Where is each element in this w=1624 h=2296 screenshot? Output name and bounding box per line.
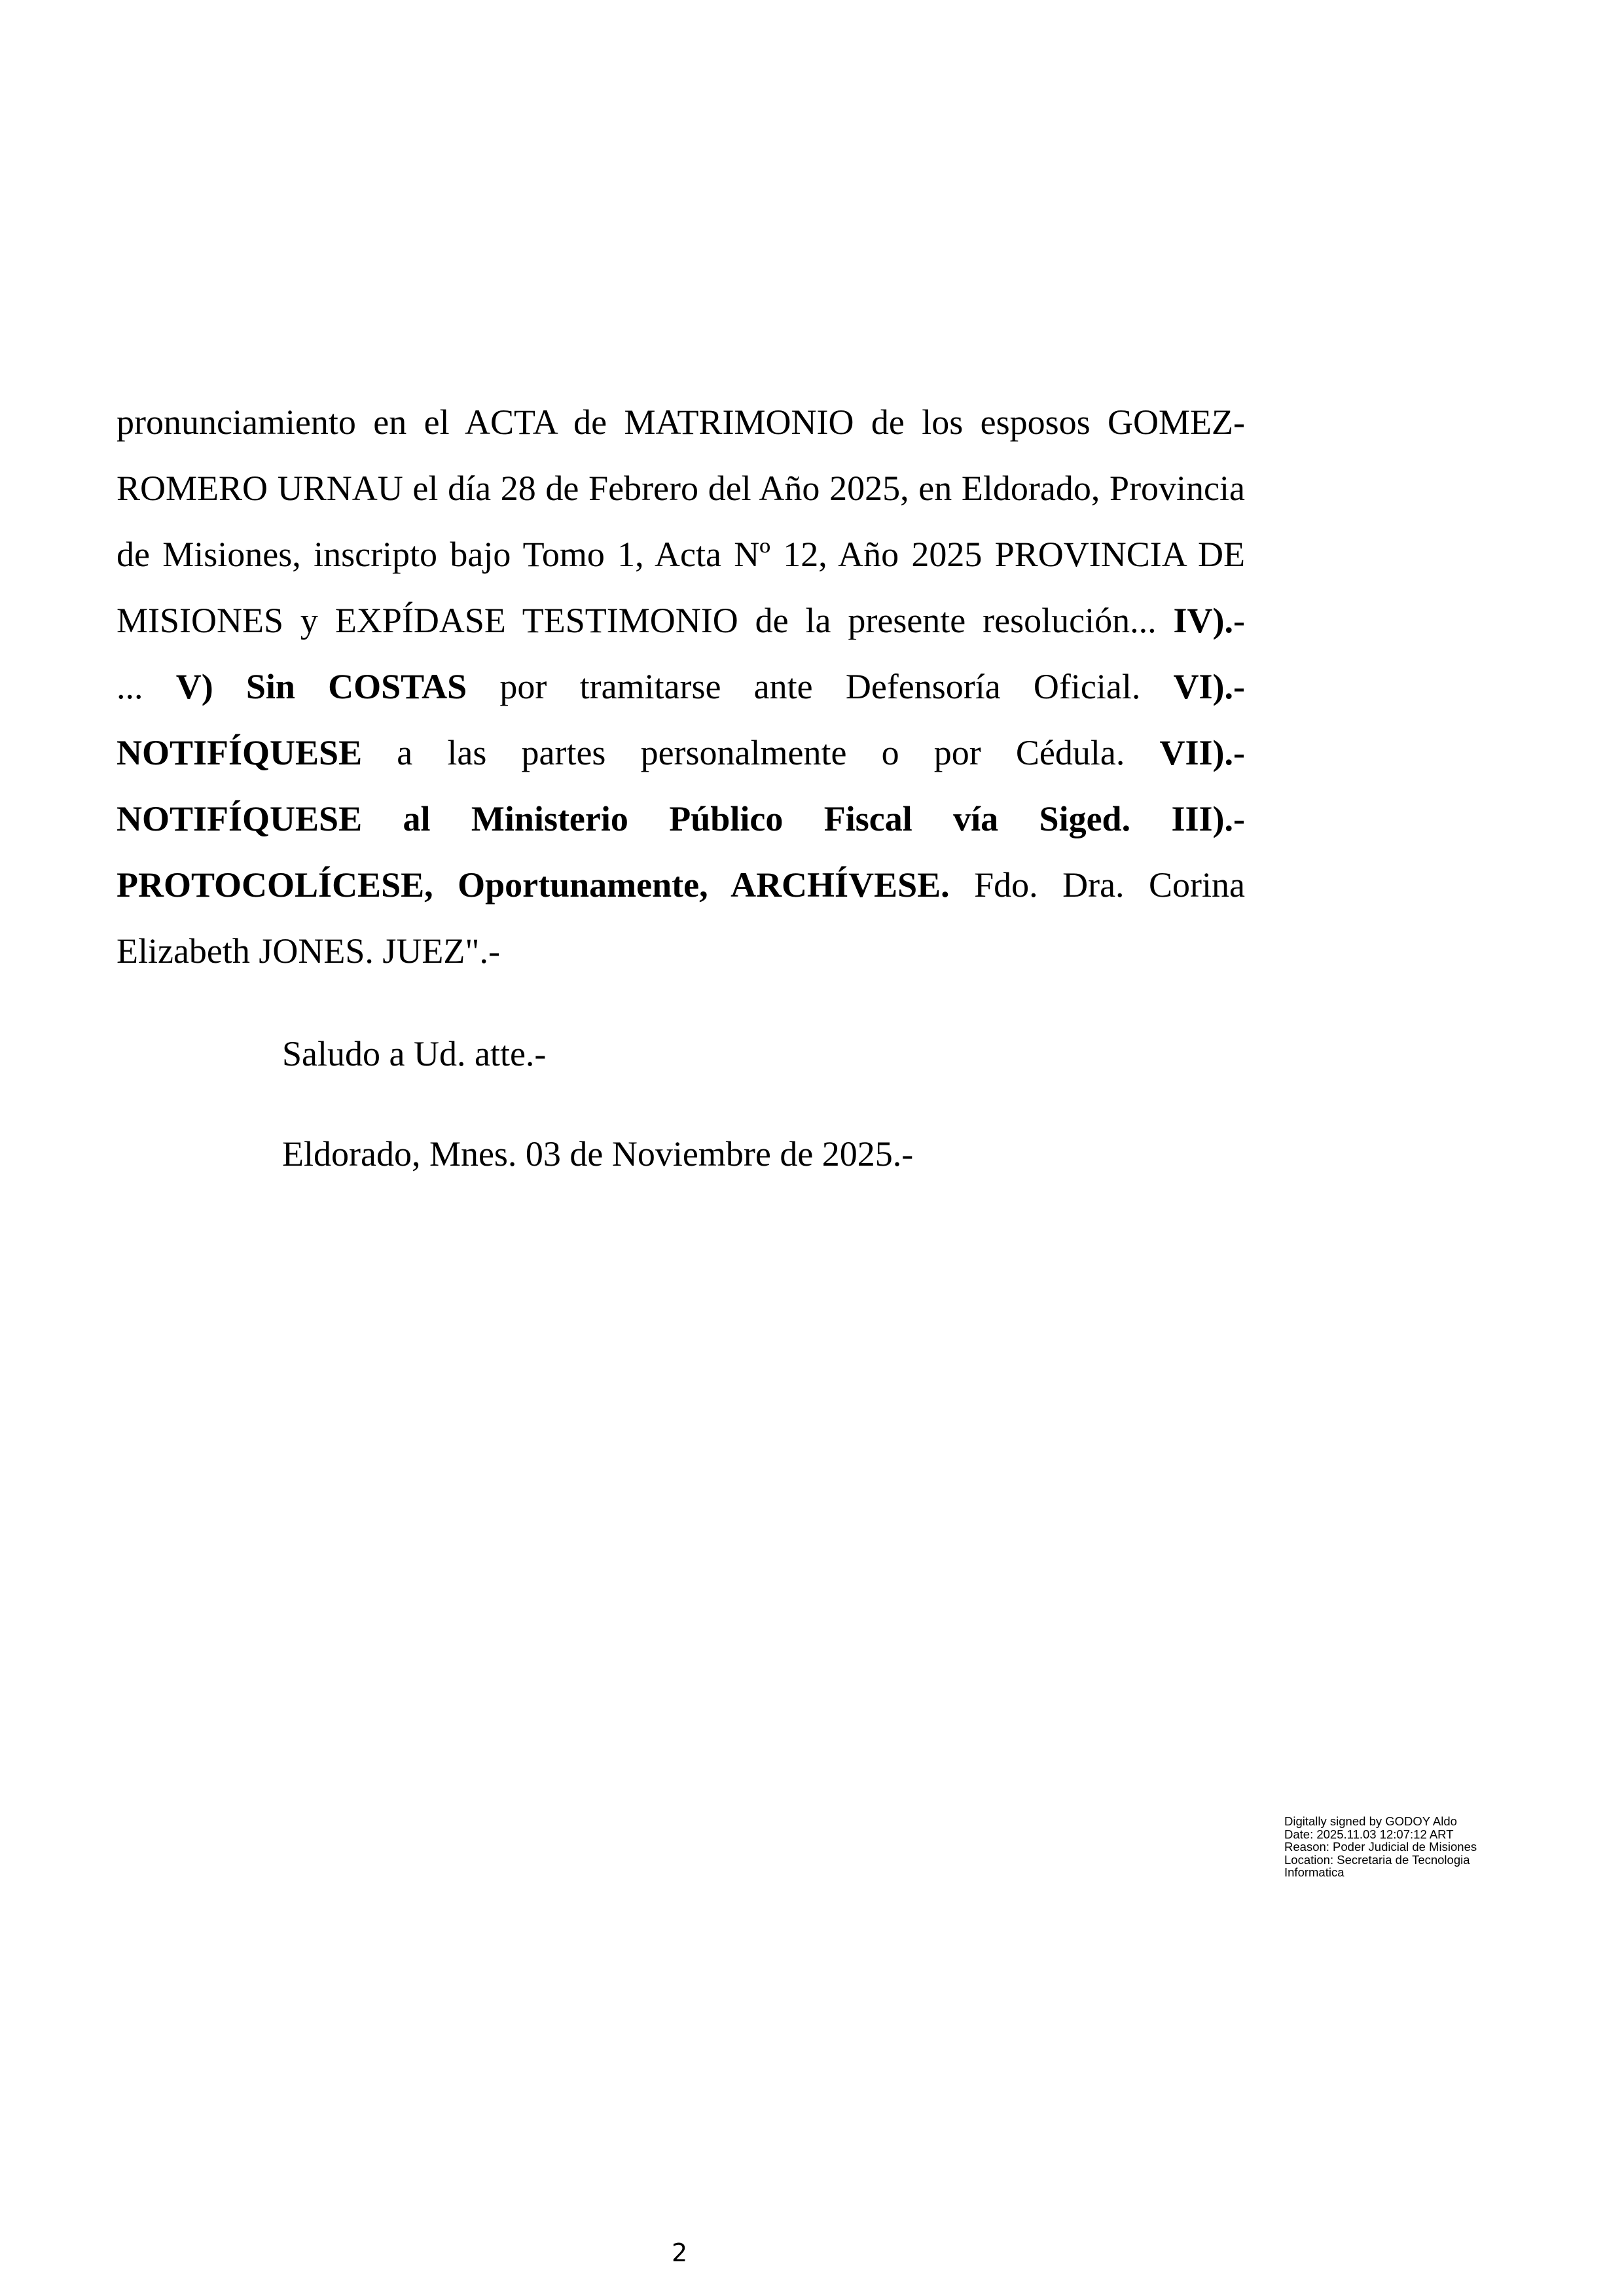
text-segment: - bbox=[1233, 601, 1245, 640]
place-and-date: Eldorado, Mnes. 03 de Noviembre de 2025.- bbox=[282, 1134, 914, 1174]
text-line bbox=[117, 588, 1245, 654]
bold-text-segment: VII).- bbox=[1159, 733, 1245, 772]
text-segment: MISIONES y EXPÍDASE TESTIMONIO de la presente resolución... bbox=[117, 601, 1174, 640]
bold-text-segment: VI).- bbox=[1173, 667, 1246, 706]
signature-location-cont: Informatica bbox=[1284, 1865, 1344, 1879]
text-segment: Fdo. Dra. Corina bbox=[949, 865, 1245, 905]
signature-signer: Digitally signed by GODOY Aldo bbox=[1284, 1814, 1457, 1828]
digital-signature-block bbox=[1284, 1815, 1477, 1879]
text-line bbox=[117, 852, 1245, 918]
signature-location: Location: Secretaria de Tecnologia bbox=[1284, 1852, 1470, 1867]
resolution-text bbox=[117, 389, 1245, 984]
text-segment: ROMERO URNAU el día 28 de Febrero del Año 2025, en Eldorado, Provincia bbox=[117, 469, 1245, 508]
text-segment: a las partes personalmente o por Cédula. bbox=[362, 733, 1160, 772]
signature-date: Date: 2025.11.03 12:07:12 ART bbox=[1284, 1827, 1454, 1841]
text-line bbox=[117, 389, 1245, 456]
text-segment: por tramitarse ante Defensoría Oficial. bbox=[467, 667, 1174, 706]
bold-text-segment: NOTIFÍQUESE al Ministerio Público Fiscal vía Siged. III).- bbox=[117, 799, 1245, 838]
text-segment: Elizabeth JONES. JUEZ".- bbox=[117, 931, 500, 971]
text-line bbox=[117, 456, 1245, 522]
text-line bbox=[117, 522, 1245, 588]
text-line bbox=[117, 720, 1245, 786]
text-segment: ... bbox=[117, 667, 176, 706]
bold-text-segment: V) Sin COSTAS bbox=[175, 667, 467, 706]
bold-text-segment: IV). bbox=[1173, 601, 1234, 640]
signature-reason: Reason: Poder Judicial de Misiones bbox=[1284, 1840, 1477, 1854]
bold-text-segment: PROTOCOLÍCESE, Oportunamente, ARCHÍVESE. bbox=[117, 865, 950, 905]
text-line bbox=[117, 654, 1245, 720]
closing-greeting: Saludo a Ud. atte.- bbox=[282, 1034, 547, 1073]
text-line bbox=[117, 786, 1245, 852]
bold-text-segment: NOTIFÍQUESE bbox=[117, 733, 363, 772]
text-segment: pronunciamiento en el ACTA de MATRIMONIO de los esposos GOMEZ- bbox=[117, 403, 1245, 442]
text-segment: de Misiones, inscripto bajo Tomo 1, Acta Nº 12, Año 2025 PROVINCIA DE bbox=[117, 535, 1245, 574]
text-line bbox=[117, 918, 1245, 984]
page-number: 2 bbox=[672, 2238, 688, 2267]
